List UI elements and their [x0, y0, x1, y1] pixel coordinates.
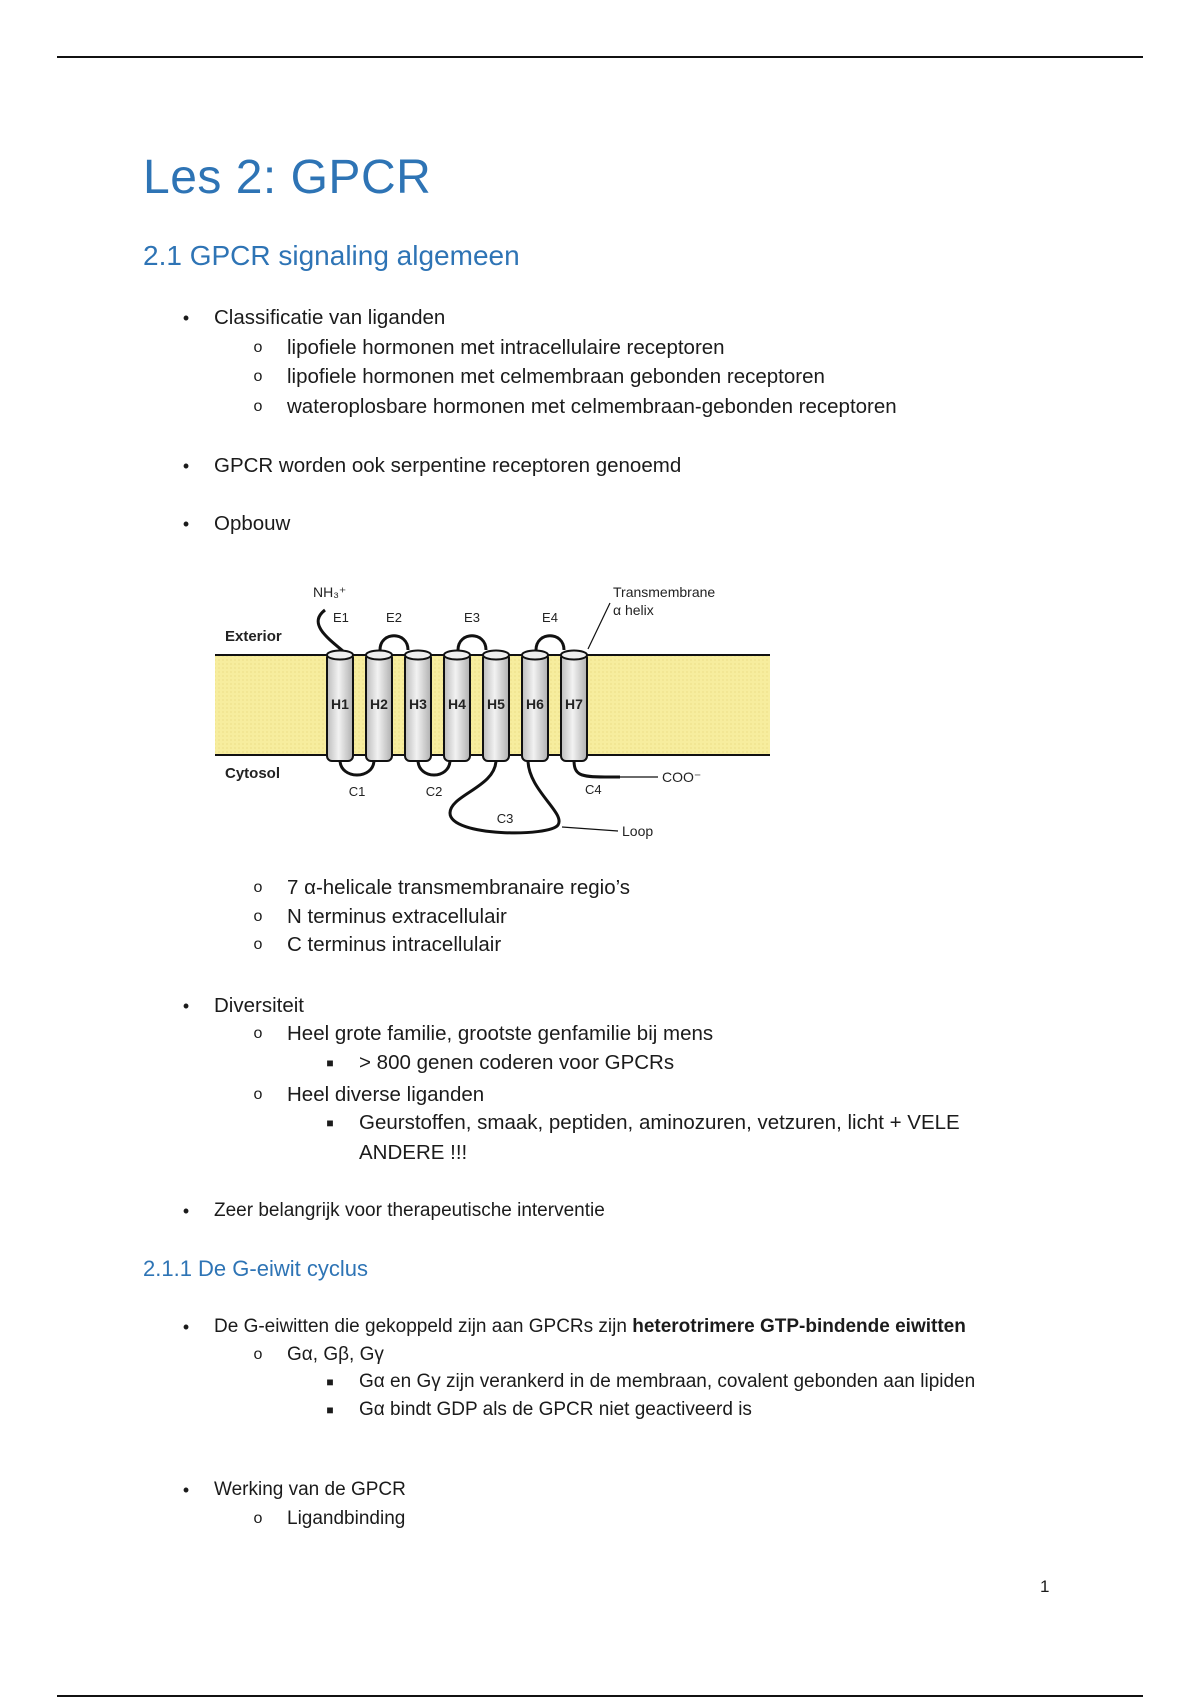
- bullet: •: [182, 308, 190, 328]
- gpcr-diagram-svg: [210, 575, 780, 850]
- square-bullet: ■: [326, 1116, 334, 1130]
- list-item: Gα en Gγ zijn verankerd in de membraan, covalent gebonden aan lipiden: [359, 1371, 976, 1392]
- g-eiwitten-bold: heterotrimere GTP-bindende eiwitten: [632, 1316, 966, 1337]
- loop-e2: [380, 636, 408, 650]
- loop-label-e3: E3: [464, 610, 480, 625]
- square-bullet: ■: [326, 1375, 334, 1389]
- list-item: C terminus intracellulair: [287, 933, 502, 956]
- bullet: •: [182, 1480, 190, 1500]
- loop-label-c3: C3: [496, 811, 514, 826]
- helix-label: H1: [331, 696, 349, 712]
- loop-label: Loop: [622, 823, 654, 839]
- loop-pointer: [562, 827, 618, 831]
- g-eiwitten-plain: De G-eiwitten die gekoppeld zijn aan GPCRs zijn: [214, 1316, 633, 1337]
- bullet: •: [182, 514, 190, 534]
- loop-c1: [340, 760, 374, 775]
- therapeutisch-text: Zeer belangrijk voor therapeutische interventie: [214, 1200, 605, 1221]
- diversiteit-label: Diversiteit: [214, 994, 304, 1017]
- coo-label: COO⁻: [662, 769, 702, 785]
- bullet: •: [182, 996, 190, 1016]
- bullet: •: [182, 1317, 190, 1337]
- list-item: Heel grote familie, grootste genfamilie bij mens: [287, 1022, 714, 1045]
- loop-c2: [418, 760, 450, 775]
- list-item: Geurstoffen, smaak, peptiden, aminozuren, vetzuren, licht + VELE: [359, 1111, 960, 1134]
- g-eiwitten-text: [214, 1314, 966, 1340]
- sub-bullet: o: [253, 1025, 263, 1042]
- helix-label: H3: [409, 696, 427, 712]
- sub-bullet: o: [253, 1346, 263, 1363]
- loop-e4: [536, 636, 564, 650]
- loop-label-e4: E4: [542, 610, 558, 625]
- sub-bullet: o: [253, 368, 263, 385]
- cytosol-label: Cytosol: [225, 765, 281, 782]
- transmembrane-label: Transmembrane: [613, 584, 716, 600]
- helix-label: H2: [370, 696, 388, 712]
- list-item: lipofiele hormonen met celmembraan gebonden receptoren: [287, 365, 825, 388]
- loop-e3: [458, 636, 486, 650]
- sub-bullet: o: [253, 936, 263, 953]
- list-item: Ligandbinding: [287, 1508, 406, 1529]
- loop-label-e1: E1: [333, 610, 349, 625]
- classificatie-label: Classificatie van liganden: [214, 306, 446, 329]
- helix-label: H5: [487, 696, 505, 712]
- square-bullet: ■: [326, 1056, 334, 1070]
- opbouw-label: Opbouw: [214, 512, 291, 535]
- subsection-heading: 2.1.1 De G-eiwit cyclus: [143, 1256, 368, 1281]
- werking-label: Werking van de GPCR: [214, 1479, 406, 1500]
- header-rule: [57, 56, 1143, 58]
- page-number: 1: [1040, 1577, 1050, 1596]
- list-item: Gα bindt GDP als de GPCR niet geactiveerd is: [359, 1399, 752, 1420]
- loop-label-c1: C1: [348, 784, 366, 799]
- sub-bullet: o: [253, 908, 263, 925]
- exterior-label: Exterior: [225, 628, 282, 645]
- list-item-continuation: ANDERE !!!: [359, 1141, 468, 1164]
- sub-bullet: o: [253, 1086, 263, 1103]
- serpentine-text: GPCR worden ook serpentine receptoren genoemd: [214, 454, 682, 477]
- list-item: > 800 genen coderen voor GPCRs: [359, 1051, 675, 1074]
- c-terminus-chain: [574, 760, 620, 777]
- helix-label: H6: [526, 696, 544, 712]
- list-item: Heel diverse liganden: [287, 1083, 485, 1106]
- bullet: •: [182, 456, 190, 476]
- sub-bullet: o: [253, 339, 263, 356]
- list-item: wateroplosbare hormonen met celmembraan-gebonden receptoren: [287, 395, 897, 418]
- gpcr-diagram: [210, 575, 780, 850]
- alpha-helix-label: α helix: [613, 602, 654, 618]
- list-item: 7 α-helicale transmembranaire regio’s: [287, 876, 631, 899]
- bullet: •: [182, 1201, 190, 1221]
- loop-label-c2: C2: [425, 784, 443, 799]
- square-bullet: ■: [326, 1403, 334, 1417]
- nh3-label: NH₃⁺: [313, 584, 347, 600]
- section-heading: 2.1 GPCR signaling algemeen: [143, 240, 520, 271]
- sub-bullet: o: [253, 398, 263, 415]
- helix-label: H4: [448, 696, 466, 712]
- transmembrane-pointer: [588, 603, 610, 649]
- loop-label-c4: C4: [585, 782, 602, 797]
- footer-rule: [57, 1695, 1143, 1697]
- page-title: Les 2: GPCR: [143, 151, 432, 204]
- helix-label: H7: [565, 696, 583, 712]
- list-item: N terminus extracellulair: [287, 905, 507, 928]
- sub-bullet: o: [253, 879, 263, 896]
- sub-bullet: o: [253, 1510, 263, 1527]
- list-item: Gα, Gβ, Gγ: [287, 1344, 384, 1365]
- list-item: lipofiele hormonen met intracellulaire receptoren: [287, 336, 725, 359]
- loop-label-e2: E2: [386, 610, 402, 625]
